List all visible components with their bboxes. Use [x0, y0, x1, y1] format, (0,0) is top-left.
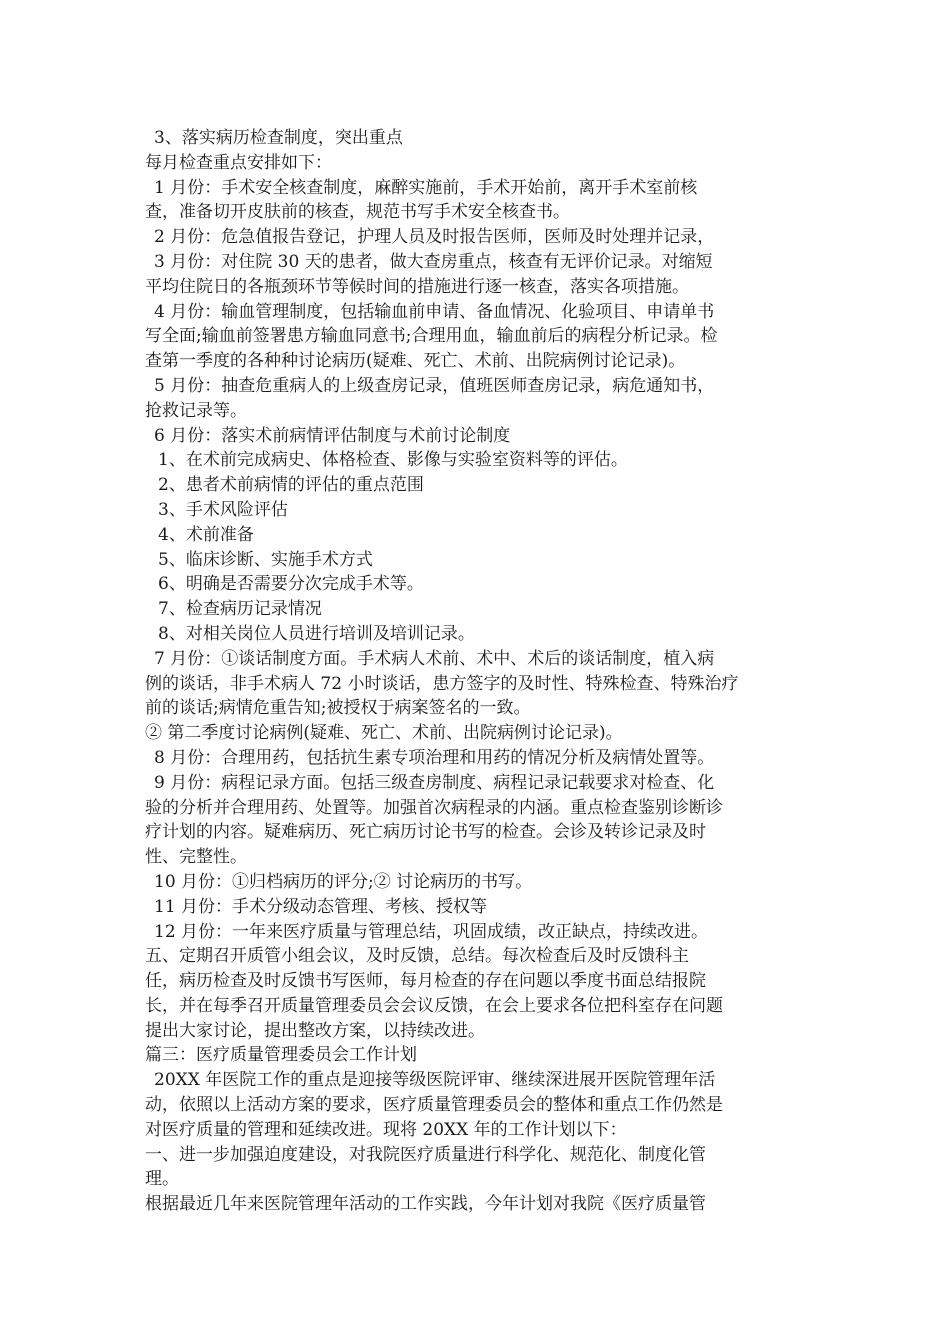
- text-line: 3、手术风险评估: [158, 499, 288, 520]
- text-line: ② 第二季度讨论病例(疑难、死亡、术前、出院病例讨论记录)。: [145, 723, 623, 744]
- text-line: 2、患者术前病情的评估的重点范围: [158, 475, 424, 496]
- text-line: 2 月份：危急值报告登记，护理人员及时报告医师，医师及时处理并记录，: [154, 227, 715, 248]
- text-line: 6、明确是否需要分次完成手术等。: [158, 574, 424, 595]
- text-line: 五、定期召开质管小组会议，及时反馈，总结。每次检查后及时反馈科主: [145, 946, 689, 967]
- text-line: 疗计划的内容。疑难病历、死亡病历讨论书写的检查。会诊及转诊记录及时: [145, 822, 706, 843]
- text-line: 例的谈话，非手术病人 72 小时谈话，患方签字的及时性、特殊检查、特殊治疗: [145, 673, 739, 694]
- text-line: 查，准备切开皮肤前的核查，规范书写手术安全核查书。: [145, 202, 570, 223]
- text-line: 平均住院日的各瓶颈环节等候时间的措施进行逐一核查，落实各项措施。: [145, 276, 689, 297]
- text-line: 4 月份：输血管理制度，包括输血前申请、备血情况、化验项目、申请单书: [154, 301, 715, 322]
- text-line: 每月检查重点安排如下：: [145, 152, 332, 173]
- text-line: 动，依照以上活动方案的要求，医疗质量管理委员会的整体和重点工作仍然是: [145, 1095, 723, 1116]
- text-line: 3、落实病历检查制度，突出重点: [154, 128, 403, 148]
- text-line: 对医疗质量的管理和延续改进。现将 20XX 年的工作计划以下：: [145, 1119, 627, 1140]
- text-line: 5、临床诊断、实施手术方式: [158, 549, 373, 570]
- text-line: 20XX 年医院工作的重点是迎接等级医院评审、继续深进展开医院管理年活: [154, 1070, 716, 1091]
- text-line: 4、术前准备: [158, 524, 254, 545]
- text-line: 9 月份：病程记录方面。包括三级查房制度、病程记录记载要求对检查、化: [154, 772, 715, 793]
- text-line: 6 月份：落实术前病情评估制度与术前讨论制度: [154, 425, 511, 446]
- text-line: 验的分析并合理用药、处置等。加强首次病程录的内涵。重点检查鉴别诊断诊: [145, 797, 723, 818]
- text-line: 8 月份：合理用药，包括抗生素专项治理和用药的情况分析及病情处置等。: [154, 747, 715, 768]
- text-line: 查第一季度的各种种讨论病历(疑难、死亡、术前、出院病例讨论记录)。: [145, 351, 686, 372]
- text-line: 11 月份：手术分级动态管理、考核、授权等: [154, 896, 488, 917]
- text-line: 1 月份：手术安全核查制度，麻醉实施前，手术开始前，离开手术室前核: [154, 177, 698, 198]
- text-line: 性、完整性。: [145, 847, 247, 868]
- text-line: 前的谈话;病情危重告知;被授权于病案签名的一致。: [145, 698, 531, 719]
- text-line: 12 月份：一年来医疗质量与管理总结，巩固成绩，改正缺点，持续改进。: [154, 921, 709, 942]
- text-line: 理。: [145, 1169, 179, 1190]
- text-line: 长，并在每季召开质量管理委员会会议反馈，在会上要求各位把科室存在问题: [145, 995, 723, 1016]
- text-line: 篇三：医疗质量管理委员会工作计划: [145, 1045, 417, 1066]
- text-line: 根据最近几年来医院管理年活动的工作实践，今年计划对我院《医疗质量管: [145, 1194, 706, 1215]
- text-line: 1、在术前完成病史、体格检查、影像与实验室资料等的评估。: [158, 450, 628, 471]
- text-line: 写全面;输血前签署患方输血同意书;合理用血，输血前后的病程分析记录。检: [145, 326, 718, 347]
- text-line: 3 月份：对住院 30 天的患者，做大查房重点，核查有无评价记录。对缩短: [154, 251, 713, 272]
- text-line: 一、进一步加强迫度建设，对我院医疗质量进行科学化、规范化、制度化管: [145, 1144, 706, 1165]
- text-line: 10 月份：①归档病历的评分;② 讨论病历的书写。: [154, 871, 533, 892]
- text-line: 5 月份：抽查危重病人的上级查房记录，值班医师查房记录，病危通知书，: [154, 375, 715, 396]
- text-line: 任，病历检查及时反馈书写医师，每月检查的存在问题以季度书面总结报院: [145, 971, 706, 992]
- text-line: 7 月份：①谈话制度方面。手术病人术前、术中、术后的谈话制度，植入病: [154, 648, 715, 669]
- document-body: [145, 126, 810, 1217]
- text-line: 8、对相关岗位人员进行培训及培训记录。: [158, 623, 475, 644]
- text-line: 7、检查病历记录情况: [158, 599, 322, 620]
- text-line: 提出大家讨论，提出整改方案，以持续改进。: [145, 1020, 485, 1041]
- text-line: 抢救记录等。: [145, 400, 247, 421]
